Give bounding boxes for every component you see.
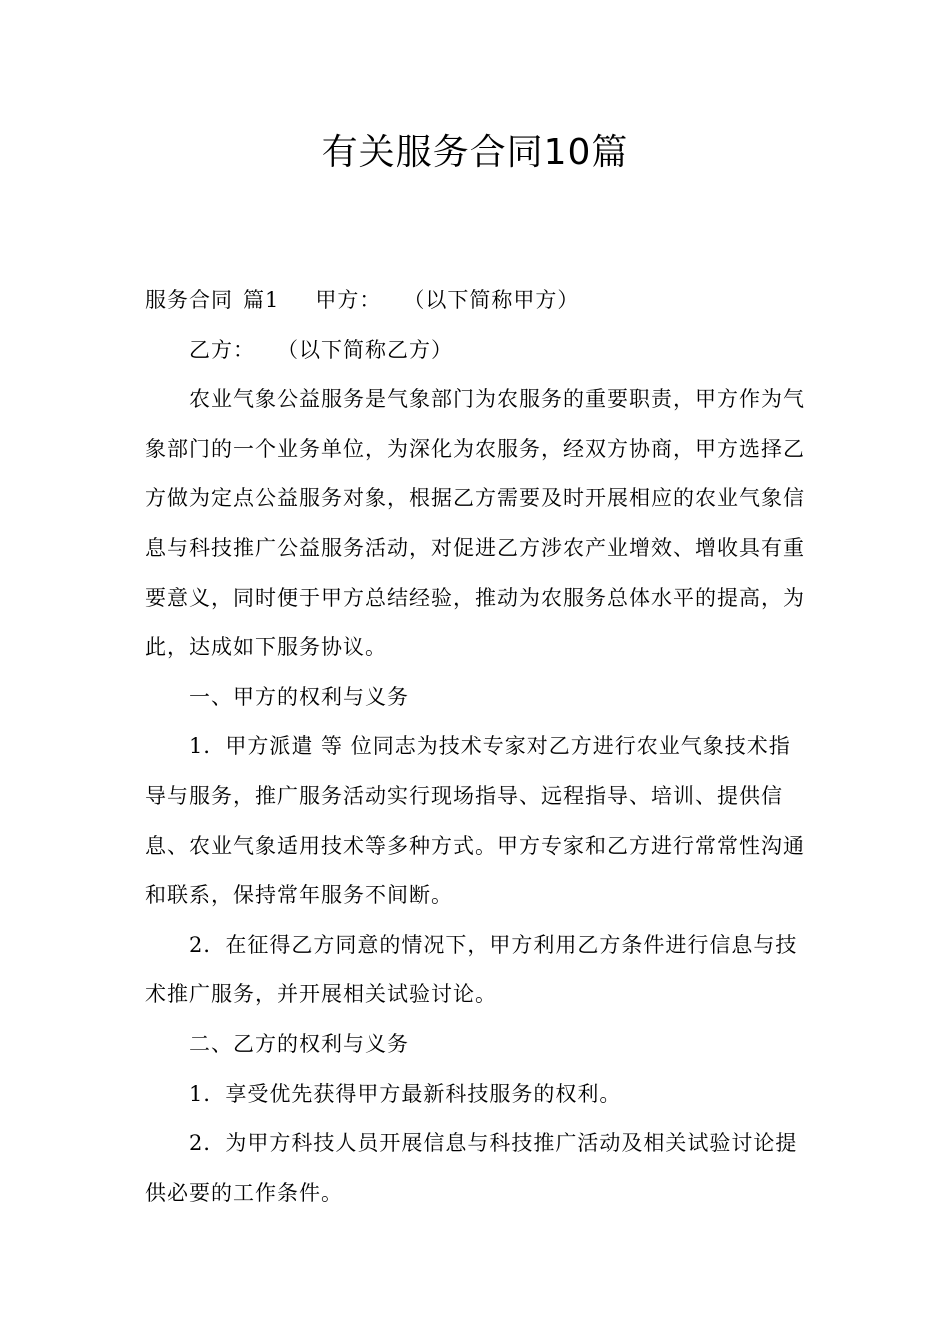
paragraph-party-b-item-1: 1．享受优先获得甲方最新科技服务的权利。 (189, 1081, 622, 1106)
section-heading-party-a: 一、甲方的权利与义务 (189, 684, 409, 709)
party-b-line (145, 326, 807, 376)
contract-label: 服务合同 (145, 288, 233, 312)
party-a-label: 甲方： (315, 288, 382, 312)
contract-part: 篇1 (243, 288, 280, 312)
party-b-label: 乙方： (189, 337, 255, 362)
contract-header-line (145, 276, 807, 326)
paragraph-party-a-item-2: 2．在征得乙方同意的情况下，甲方利用乙方条件进行信息与技术推广服务，并开展相关试验讨论。 (145, 932, 798, 1007)
paragraph-party-a-item-1: 1．甲方派遣 等 位同志为技术专家对乙方进行农业气象技术指导与服务，推广服务活动实行现场指导、远程指导、培训、提供信息、农业气象适用技术等多种方式。甲方专家和乙方进行常常性沟通和联系，保持常年服务不间断。 (145, 734, 805, 908)
section-heading-party-b: 二、乙方的权利与义务 (189, 1031, 409, 1056)
paragraph-intro: 农业气象公益服务是气象部门为农服务的重要职责，甲方作为气象部门的一个业务单位，为深化为农服务，经双方协商，甲方选择乙方做为定点公益服务对象，根据乙方需要及时开展相应的农业气象信息与科技推广公益服务活动，对促进乙方涉农产业增效、增收具有重要意义，同时便于甲方总结经验，推动为农服务总体水平的提高，为此，达成如下服务协议。 (145, 387, 805, 660)
paragraph-party-b-item-2: 2．为甲方科技人员开展信息与科技推广活动及相关试验讨论提供必要的工作条件。 (145, 1131, 798, 1205)
party-a-note: （以下简称甲方） (403, 288, 580, 312)
document-title: 有关服务合同10篇 (321, 132, 629, 173)
document-body (145, 276, 807, 1218)
party-b-note: （以下简称乙方） (277, 337, 453, 362)
